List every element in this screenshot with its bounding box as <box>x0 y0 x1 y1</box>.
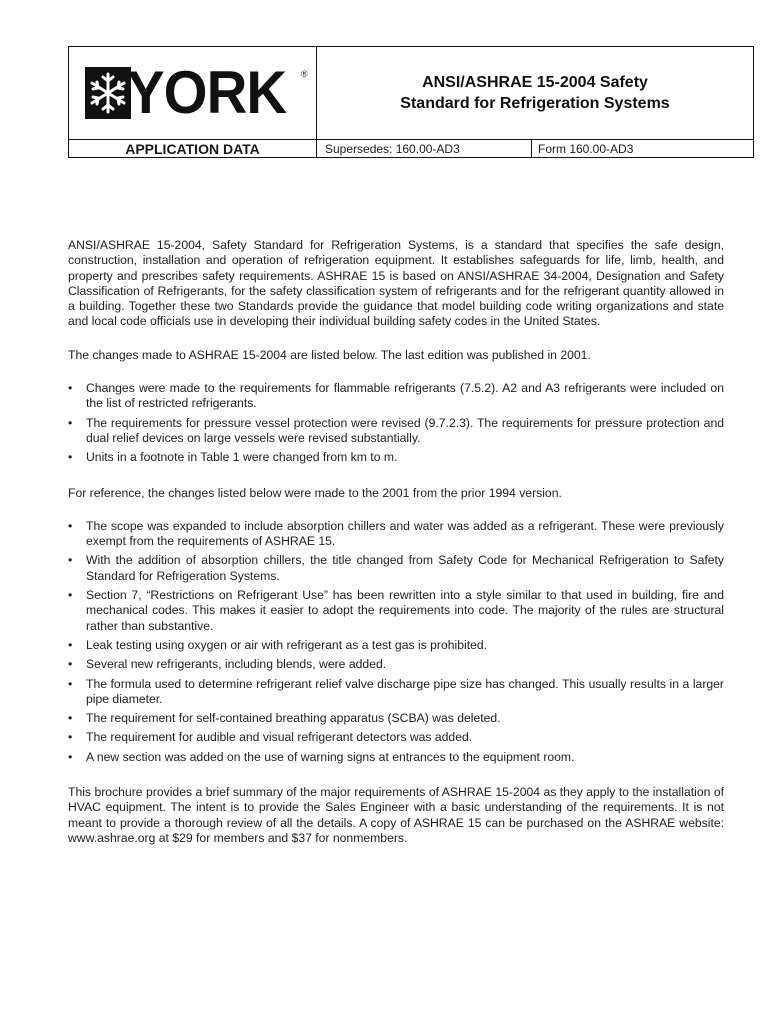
snowflake-icon <box>85 67 131 119</box>
bullet-icon: • <box>68 657 73 672</box>
form-number: Form 160.00-AD3 <box>531 140 753 157</box>
title-cell <box>317 47 753 139</box>
closing-paragraph: This brochure provides a brief summary of the major requirements of ASHRAE 15-2004 as they apply to the installation of HVAC equipment. The intent is to provide the Sales Engineer with a basic understanding of the requirements. It is not meant to provide a thorough review of all the details. A copy of ASHRAE 15 can be purchased on the ASHRAE website: www.ashrae.org at $29 for members and $37 for nonmembers. <box>68 785 724 845</box>
title-line-2: Standard for Refrigeration Systems <box>400 95 670 112</box>
list-item: • Changes were made to the requirements for flammable refrigerants (7.5.2). A2 and A3 refrigerants were included on the list of restricted refrigerants. <box>68 381 724 411</box>
registered-mark: ® <box>301 69 308 79</box>
list-item: • The formula used to determine refrigerant relief valve discharge pipe size has changed. This usually results in a larger pipe diameter. <box>68 676 724 706</box>
list-item: • The scope was expanded to include absorption chillers and water was added as a refrigerant. These were previously exempt from the requirements of ASHRAE 15. <box>68 518 724 549</box>
list-item: • Section 7, “Restrictions on Refrigerant Use” has been rewritten into a style similar to that used in building, fire and mechanical codes. This makes it easier to adopt the requirements into code. The majority of the rules are structural rather than substantive. <box>68 588 724 633</box>
list-item: • Leak testing using oxygen or air with refrigerant as a test gas is prohibited. <box>68 637 488 652</box>
list-item: • The requirement for audible and visual refrigerant detectors was added. <box>68 730 473 745</box>
bullet-icon: • <box>68 553 73 568</box>
list-item: • Units in a footnote in Table 1 were changed from km to m. <box>68 450 398 465</box>
application-data-label: APPLICATION DATA <box>69 140 317 157</box>
list-item: • The requirements for pressure vessel protection were revised (9.7.2.3). The requirements for pressure protection and dual relief devices on large vessels were revised substantially. <box>68 415 724 445</box>
logo-cell <box>69 47 317 139</box>
bullet-icon: • <box>68 450 73 465</box>
supersedes-label: Supersedes: 160.00-AD3 <box>325 142 460 156</box>
list-item: • Several new refrigerants, including blends, were added. <box>68 657 387 672</box>
bullet-icon: • <box>68 381 73 396</box>
bullet-icon: • <box>68 415 73 430</box>
list-item: • A new section was added on the use of warning signs at entrances to the equipment room. <box>68 749 575 764</box>
intro-paragraph: ANSI/ASHRAE 15-2004, Safety Standard for Refrigeration Systems, is a standard that specifies the safe design, construction, installation and operation of refrigeration equipment. It establishes safeguards for life, limb, health, and property and prescribes safety requirements. ASHRAE 15 is based on ANSI/ASHRAE 34-2004, Designation and Safety Classification of Refrigerants, for the safety classification system of refrigerants and for the refrigerant quantity allowed in a building. Together these two Standards provide the guidance that model building code writing organizations and state and local code officials use in developing their individual building safety codes in the United States. <box>68 238 724 329</box>
bullet-icon: • <box>68 749 73 764</box>
changes-intro-paragraph: The changes made to ASHRAE 15-2004 are listed below. The last edition was published in 2001. <box>68 347 591 362</box>
header-info-row <box>69 139 753 157</box>
york-wordmark: YORK <box>127 59 287 126</box>
list-item: • With the addition of absorption chillers, the title changed from Safety Code for Mechanical Refrigeration to Safety Standard for Refrigeration Systems. <box>68 553 724 583</box>
changes-2004-list <box>68 381 724 465</box>
bullet-icon: • <box>68 676 73 691</box>
list-item: • The requirement for self-contained breathing apparatus (SCBA) was deleted. <box>68 711 501 726</box>
bullet-icon: • <box>68 730 73 745</box>
document-header <box>68 46 754 158</box>
bullet-icon: • <box>68 588 73 603</box>
document-body <box>68 238 724 864</box>
bullet-icon: • <box>68 637 73 652</box>
changes-2001-list <box>68 519 724 765</box>
title-line-1: ANSI/ASHRAE 15-2004 Safety <box>422 74 648 91</box>
bullet-icon: • <box>68 518 73 533</box>
reference-intro-paragraph: For reference, the changes listed below were made to the 2001 from the prior 1994 version. <box>68 485 562 500</box>
bullet-icon: • <box>68 711 73 726</box>
